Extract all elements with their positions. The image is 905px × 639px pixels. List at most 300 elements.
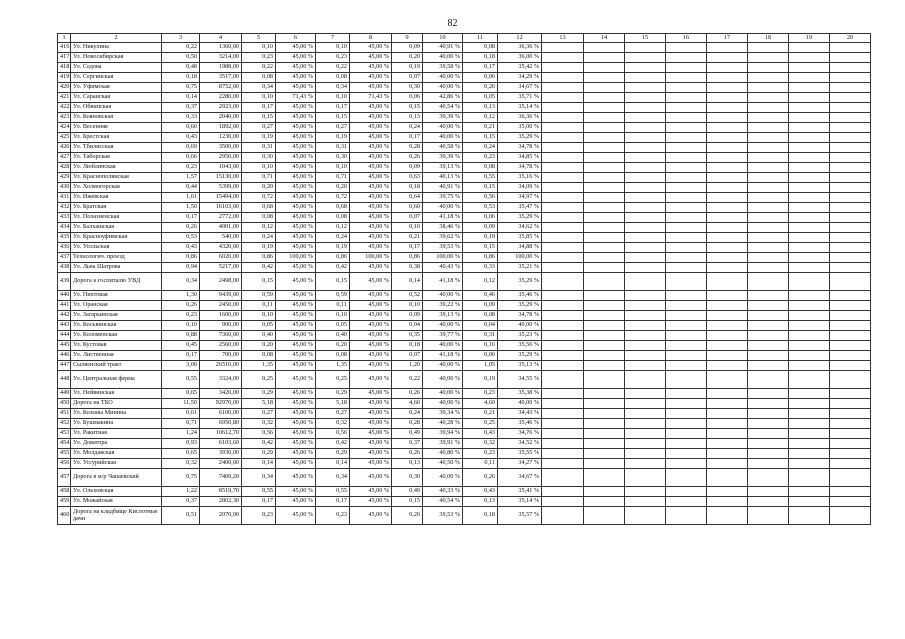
table-cell xyxy=(625,223,666,233)
table-cell: 458 xyxy=(58,487,71,497)
table-cell xyxy=(707,351,748,361)
table-cell: 39,13 % xyxy=(423,163,463,173)
table-cell: Ул. Козьмы Минина xyxy=(71,409,162,419)
table-cell: 0,13 xyxy=(463,103,498,113)
table-cell xyxy=(830,243,871,253)
table-cell xyxy=(542,243,584,253)
table-cell xyxy=(830,143,871,153)
table-row xyxy=(58,223,871,233)
table-cell: 2772,00 xyxy=(200,213,242,223)
table-cell: 0,20 xyxy=(316,183,350,193)
table-cell xyxy=(584,301,625,311)
table-cell: 40,91 % xyxy=(423,43,463,53)
table-cell xyxy=(542,183,584,193)
table-cell: 0,08 xyxy=(316,73,350,83)
table-cell: 39,13 % xyxy=(423,311,463,321)
table-cell: 39,58 % xyxy=(423,63,463,73)
street-name: Ул. Центральная ферма xyxy=(73,375,135,383)
table-cell xyxy=(542,311,584,321)
table-cell: 2070,90 xyxy=(200,507,242,525)
table-cell: 5399,00 xyxy=(200,183,242,193)
table-cell xyxy=(625,351,666,361)
table-cell: 45,00 % xyxy=(350,73,392,83)
table-cell: 3324,00 xyxy=(200,371,242,389)
table-cell xyxy=(625,341,666,351)
table-cell xyxy=(542,223,584,233)
table-cell: 35,57 % xyxy=(498,507,542,525)
table-cell: 34,52 % xyxy=(498,439,542,449)
table-header-row xyxy=(58,34,871,43)
table-cell xyxy=(748,73,789,83)
table-cell: 0,10 xyxy=(242,43,276,53)
table-cell: 0,14 xyxy=(242,459,276,469)
table-cell xyxy=(830,253,871,263)
table-cell: 45,00 % xyxy=(276,419,316,429)
table-cell xyxy=(748,173,789,183)
table-cell: 0,20 xyxy=(242,341,276,351)
table-cell: 0,22 xyxy=(316,63,350,73)
table-row xyxy=(58,143,871,153)
table-cell xyxy=(625,429,666,439)
table-cell: 35,47 % xyxy=(498,203,542,213)
table-cell: Ул. Ольховская xyxy=(71,487,162,497)
table-cell: 45,00 % xyxy=(276,449,316,459)
table-cell: Ул. Кустовая xyxy=(71,341,162,351)
table-cell: 45,00 % xyxy=(350,263,392,273)
table-row xyxy=(58,163,871,173)
table-cell: 16103,00 xyxy=(200,203,242,213)
table-cell: 39,39 % xyxy=(423,153,463,163)
street-name: Дорога в м/р Чапаевский xyxy=(73,473,139,481)
table-cell xyxy=(584,53,625,63)
table-cell: 35,21 % xyxy=(498,263,542,273)
table-row xyxy=(58,487,871,497)
table-row xyxy=(58,409,871,419)
table-cell: 1360,00 xyxy=(200,43,242,53)
table-cell xyxy=(625,163,666,173)
table-cell: 45,00 % xyxy=(276,83,316,93)
table-cell xyxy=(748,53,789,63)
table-cell: 0,32 xyxy=(162,459,200,469)
table-cell: 35,46 % xyxy=(498,291,542,301)
table-cell: 0,66 xyxy=(162,153,200,163)
table-cell: 0,94 xyxy=(162,263,200,273)
table-cell xyxy=(748,389,789,399)
table-cell: 0,71 xyxy=(162,419,200,429)
table-cell: 45,00 % xyxy=(276,469,316,487)
table-cell xyxy=(625,409,666,419)
table-cell: 45,00 % xyxy=(276,133,316,143)
table-cell xyxy=(542,133,584,143)
table-cell xyxy=(542,103,584,113)
table-cell: 0,19 xyxy=(316,243,350,253)
table-cell xyxy=(830,301,871,311)
table-cell xyxy=(789,113,830,123)
table-cell: 0,12 xyxy=(316,223,350,233)
table-cell: 40,00 % xyxy=(423,389,463,399)
table-cell: 40,00 % xyxy=(423,203,463,213)
table-cell: 0,88 xyxy=(162,331,200,341)
table-cell: 45,00 % xyxy=(350,223,392,233)
table-cell xyxy=(748,83,789,93)
table-cell: 0,12 xyxy=(242,223,276,233)
table-cell: 45,00 % xyxy=(350,43,392,53)
table-cell xyxy=(789,301,830,311)
table-cell xyxy=(707,143,748,153)
table-cell: 45,00 % xyxy=(350,203,392,213)
table-cell xyxy=(584,487,625,497)
table-cell: 0,34 xyxy=(316,83,350,93)
table-cell: 45,00 % xyxy=(276,223,316,233)
table-cell xyxy=(707,311,748,321)
table-cell xyxy=(584,497,625,507)
table-cell: 1,35 xyxy=(242,361,276,371)
table-row xyxy=(58,419,871,429)
table-cell xyxy=(789,291,830,301)
table-cell xyxy=(542,331,584,341)
column-header: 7 xyxy=(316,34,350,43)
table-cell xyxy=(584,143,625,153)
table-cell: 45,00 % xyxy=(350,153,392,163)
table-cell: 45,00 % xyxy=(276,233,316,243)
table-cell: 35,46 % xyxy=(498,419,542,429)
table-cell: 0,10 xyxy=(242,163,276,173)
table-cell xyxy=(707,331,748,341)
table-cell: 45,00 % xyxy=(350,409,392,419)
table-cell: 71,43 % xyxy=(276,93,316,103)
table-cell xyxy=(542,389,584,399)
table-cell xyxy=(748,449,789,459)
table-cell xyxy=(625,243,666,253)
table-cell xyxy=(625,53,666,63)
table-cell: 2400,00 xyxy=(200,459,242,469)
table-cell: 434 xyxy=(58,223,71,233)
table-cell xyxy=(748,133,789,143)
table-cell xyxy=(666,469,707,487)
table-cell: 700,00 xyxy=(200,351,242,361)
table-cell: 45,00 % xyxy=(350,341,392,351)
table-cell xyxy=(789,439,830,449)
table-cell xyxy=(625,213,666,223)
table-cell: 45,00 % xyxy=(350,311,392,321)
table-row xyxy=(58,291,871,301)
table-cell: 427 xyxy=(58,153,71,163)
table-cell: 15130,00 xyxy=(200,173,242,183)
table-cell: 447 xyxy=(58,361,71,371)
table-cell: Ул. Ракитная xyxy=(71,429,162,439)
table-cell: 0,23 xyxy=(463,449,498,459)
table-cell: 92970,00 xyxy=(200,399,242,409)
table-cell: 40,00 % xyxy=(423,133,463,143)
table-cell xyxy=(748,321,789,331)
table-cell xyxy=(830,93,871,103)
table-cell: 45,00 % xyxy=(350,103,392,113)
table-cell: 39,53 % xyxy=(423,243,463,253)
table-cell: 35,23 % xyxy=(498,331,542,341)
table-cell: 45,00 % xyxy=(276,43,316,53)
table-cell: 417 xyxy=(58,53,71,63)
table-cell xyxy=(789,263,830,273)
table-cell: 0,50 xyxy=(162,53,200,63)
table-cell: 0,09 xyxy=(463,301,498,311)
table-cell: 38,46 % xyxy=(423,223,463,233)
table-cell xyxy=(748,263,789,273)
table-row xyxy=(58,183,871,193)
table-cell: 41,18 % xyxy=(423,213,463,223)
table-cell xyxy=(666,507,707,525)
table-cell xyxy=(748,183,789,193)
table-row xyxy=(58,83,871,93)
table-cell xyxy=(666,439,707,449)
table-cell: 0,53 xyxy=(463,203,498,213)
table-cell xyxy=(748,351,789,361)
table-cell: 430 xyxy=(58,183,71,193)
table-cell xyxy=(625,389,666,399)
table-cell xyxy=(542,213,584,223)
table-cell: Ул. Новосибирская xyxy=(71,53,162,63)
table-cell: 8519,70 xyxy=(200,487,242,497)
table-cell xyxy=(666,93,707,103)
table-cell: 35,13 % xyxy=(498,361,542,371)
table-cell: 0,42 xyxy=(242,263,276,273)
table-cell xyxy=(789,173,830,183)
table-cell: 40,54 % xyxy=(423,497,463,507)
table-cell: 0,21 xyxy=(463,409,498,419)
table-cell: 100,00 % xyxy=(498,253,542,263)
table-cell xyxy=(542,93,584,103)
table-cell: 0,11 xyxy=(316,301,350,311)
table-row xyxy=(58,93,871,103)
table-cell: 45,00 % xyxy=(350,497,392,507)
table-cell xyxy=(789,83,830,93)
table-cell: 0,25 xyxy=(316,371,350,389)
table-cell: 3214,00 xyxy=(200,53,242,63)
column-header: 9 xyxy=(392,34,423,43)
table-cell xyxy=(625,301,666,311)
table-cell xyxy=(707,469,748,487)
table-cell xyxy=(625,203,666,213)
table-cell: 45,00 % xyxy=(276,301,316,311)
table-cell xyxy=(748,63,789,73)
table-cell: 9439,00 xyxy=(200,291,242,301)
table-cell: 0,20 xyxy=(242,183,276,193)
table-cell: 2950,00 xyxy=(200,153,242,163)
table-cell: 35,41 % xyxy=(498,487,542,497)
table-cell xyxy=(625,419,666,429)
table-cell xyxy=(584,183,625,193)
table-cell: 442 xyxy=(58,311,71,321)
table-row xyxy=(58,233,871,243)
table-cell: 0,43 xyxy=(162,133,200,143)
table-cell: 45,00 % xyxy=(350,183,392,193)
table-cell: 444 xyxy=(58,331,71,341)
table-cell xyxy=(584,361,625,371)
table-cell: 45,00 % xyxy=(276,497,316,507)
table-cell: 0,48 xyxy=(162,63,200,73)
table-cell: 45,00 % xyxy=(276,193,316,203)
table-cell xyxy=(748,273,789,291)
table-cell xyxy=(584,419,625,429)
table-cell: 36,00 % xyxy=(498,53,542,63)
table-cell xyxy=(789,223,830,233)
table-cell: 0,15 xyxy=(463,183,498,193)
table-cell xyxy=(625,173,666,183)
table-cell xyxy=(707,193,748,203)
table-cell: 0,86 xyxy=(162,253,200,263)
table-cell: 0,10 xyxy=(316,93,350,103)
table-cell: 45,00 % xyxy=(276,113,316,123)
table-cell xyxy=(666,497,707,507)
table-row xyxy=(58,43,871,53)
table-cell: 2450,00 xyxy=(200,301,242,311)
table-cell xyxy=(666,487,707,497)
table-cell: 0,24 xyxy=(463,143,498,153)
table-cell: Ул. Коломенская xyxy=(71,331,162,341)
table-cell: 0,23 xyxy=(316,53,350,63)
table-cell: 0,68 xyxy=(242,203,276,213)
table-cell xyxy=(707,233,748,243)
table-cell: 0,37 xyxy=(162,103,200,113)
table-cell: 0,13 xyxy=(392,113,423,123)
table-cell: 0,33 xyxy=(162,113,200,123)
table-cell xyxy=(789,351,830,361)
table-cell xyxy=(542,301,584,311)
table-cell xyxy=(789,103,830,113)
table-cell: 0,15 xyxy=(242,113,276,123)
table-cell xyxy=(625,361,666,371)
table-cell xyxy=(789,459,830,469)
table-cell: 45,00 % xyxy=(276,341,316,351)
table-cell xyxy=(542,153,584,163)
table-cell xyxy=(748,253,789,263)
table-cell xyxy=(830,361,871,371)
table-cell xyxy=(748,331,789,341)
table-cell xyxy=(789,93,830,103)
table-cell xyxy=(748,233,789,243)
table-cell: 0,75 xyxy=(162,83,200,93)
table-cell: 0,27 xyxy=(242,123,276,133)
table-cell: 45,00 % xyxy=(350,487,392,497)
table-row xyxy=(58,469,871,487)
table-cell xyxy=(584,163,625,173)
table-cell xyxy=(625,133,666,143)
table-cell xyxy=(748,469,789,487)
table-cell: 7360,00 xyxy=(200,331,242,341)
table-cell: 35,29 % xyxy=(498,273,542,291)
table-cell xyxy=(707,103,748,113)
table-cell: 35,14 % xyxy=(498,103,542,113)
table-cell xyxy=(666,273,707,291)
table-cell: 1,50 xyxy=(162,203,200,213)
table-cell xyxy=(707,243,748,253)
column-header: 17 xyxy=(707,34,748,43)
table-cell: 0,13 xyxy=(463,497,498,507)
table-cell xyxy=(707,273,748,291)
table-cell: 11,50 xyxy=(162,399,200,409)
table-cell xyxy=(830,507,871,525)
table-cell xyxy=(830,113,871,123)
table-cell: 0,24 xyxy=(392,409,423,419)
table-cell: Ул. Уфимская xyxy=(71,83,162,93)
table-row xyxy=(58,301,871,311)
table-cell: 0,31 xyxy=(242,143,276,153)
table-cell: 0,10 xyxy=(392,301,423,311)
table-cell: 0,15 xyxy=(463,243,498,253)
table-cell: 40,80 % xyxy=(423,449,463,459)
table-cell: 1892,00 xyxy=(200,123,242,133)
table-cell: 452 xyxy=(58,419,71,429)
table-cell xyxy=(748,371,789,389)
table-cell: 41,18 % xyxy=(423,273,463,291)
table-cell: 39,94 % xyxy=(423,429,463,439)
table-cell: 0,46 xyxy=(463,291,498,301)
table-cell xyxy=(542,233,584,243)
table-cell xyxy=(71,507,162,525)
table-cell xyxy=(789,133,830,143)
table-cell: 40,58 % xyxy=(423,143,463,153)
table-cell xyxy=(666,143,707,153)
table-cell xyxy=(584,93,625,103)
table-cell: 445 xyxy=(58,341,71,351)
table-cell xyxy=(584,63,625,73)
table-cell: 45,00 % xyxy=(350,361,392,371)
table-cell xyxy=(830,439,871,449)
table-cell: 45,00 % xyxy=(350,291,392,301)
table-cell: 35,29 % xyxy=(498,301,542,311)
table-cell xyxy=(830,223,871,233)
table-cell xyxy=(542,143,584,153)
table-cell xyxy=(707,507,748,525)
table-cell: 35,71 % xyxy=(498,93,542,103)
table-cell xyxy=(789,63,830,73)
table-cell: 0,05 xyxy=(316,321,350,331)
table-cell xyxy=(584,507,625,525)
table-row xyxy=(58,103,871,113)
column-header: 5 xyxy=(242,34,276,43)
table-cell: 39,34 % xyxy=(423,409,463,419)
table-cell: 45,00 % xyxy=(350,331,392,341)
table-cell xyxy=(625,311,666,321)
table-cell xyxy=(542,371,584,389)
table-cell: 0,21 xyxy=(392,233,423,243)
table-cell: 0,08 xyxy=(463,163,498,173)
table-cell: 0,07 xyxy=(392,73,423,83)
table-cell xyxy=(707,497,748,507)
table-cell xyxy=(584,113,625,123)
table-cell: 45,00 % xyxy=(350,351,392,361)
table-cell xyxy=(789,213,830,223)
table-cell xyxy=(666,449,707,459)
table-cell: 0,69 xyxy=(162,143,200,153)
table-cell xyxy=(542,263,584,273)
table-cell: 443 xyxy=(58,321,71,331)
table-cell: 45,00 % xyxy=(350,429,392,439)
table-cell xyxy=(542,439,584,449)
table-cell: 0,19 xyxy=(242,133,276,143)
table-cell xyxy=(707,173,748,183)
table-cell: 0,19 xyxy=(242,243,276,253)
table-cell: 0,21 xyxy=(463,123,498,133)
table-cell xyxy=(666,63,707,73)
table-cell: 0,27 xyxy=(242,409,276,419)
table-row xyxy=(58,193,871,203)
table-cell: 35,29 % xyxy=(498,213,542,223)
table-cell: 34,78 % xyxy=(498,311,542,321)
table-cell: 45,00 % xyxy=(276,213,316,223)
table-cell xyxy=(748,103,789,113)
table-cell: 0,49 xyxy=(392,487,423,497)
table-row xyxy=(58,331,871,341)
